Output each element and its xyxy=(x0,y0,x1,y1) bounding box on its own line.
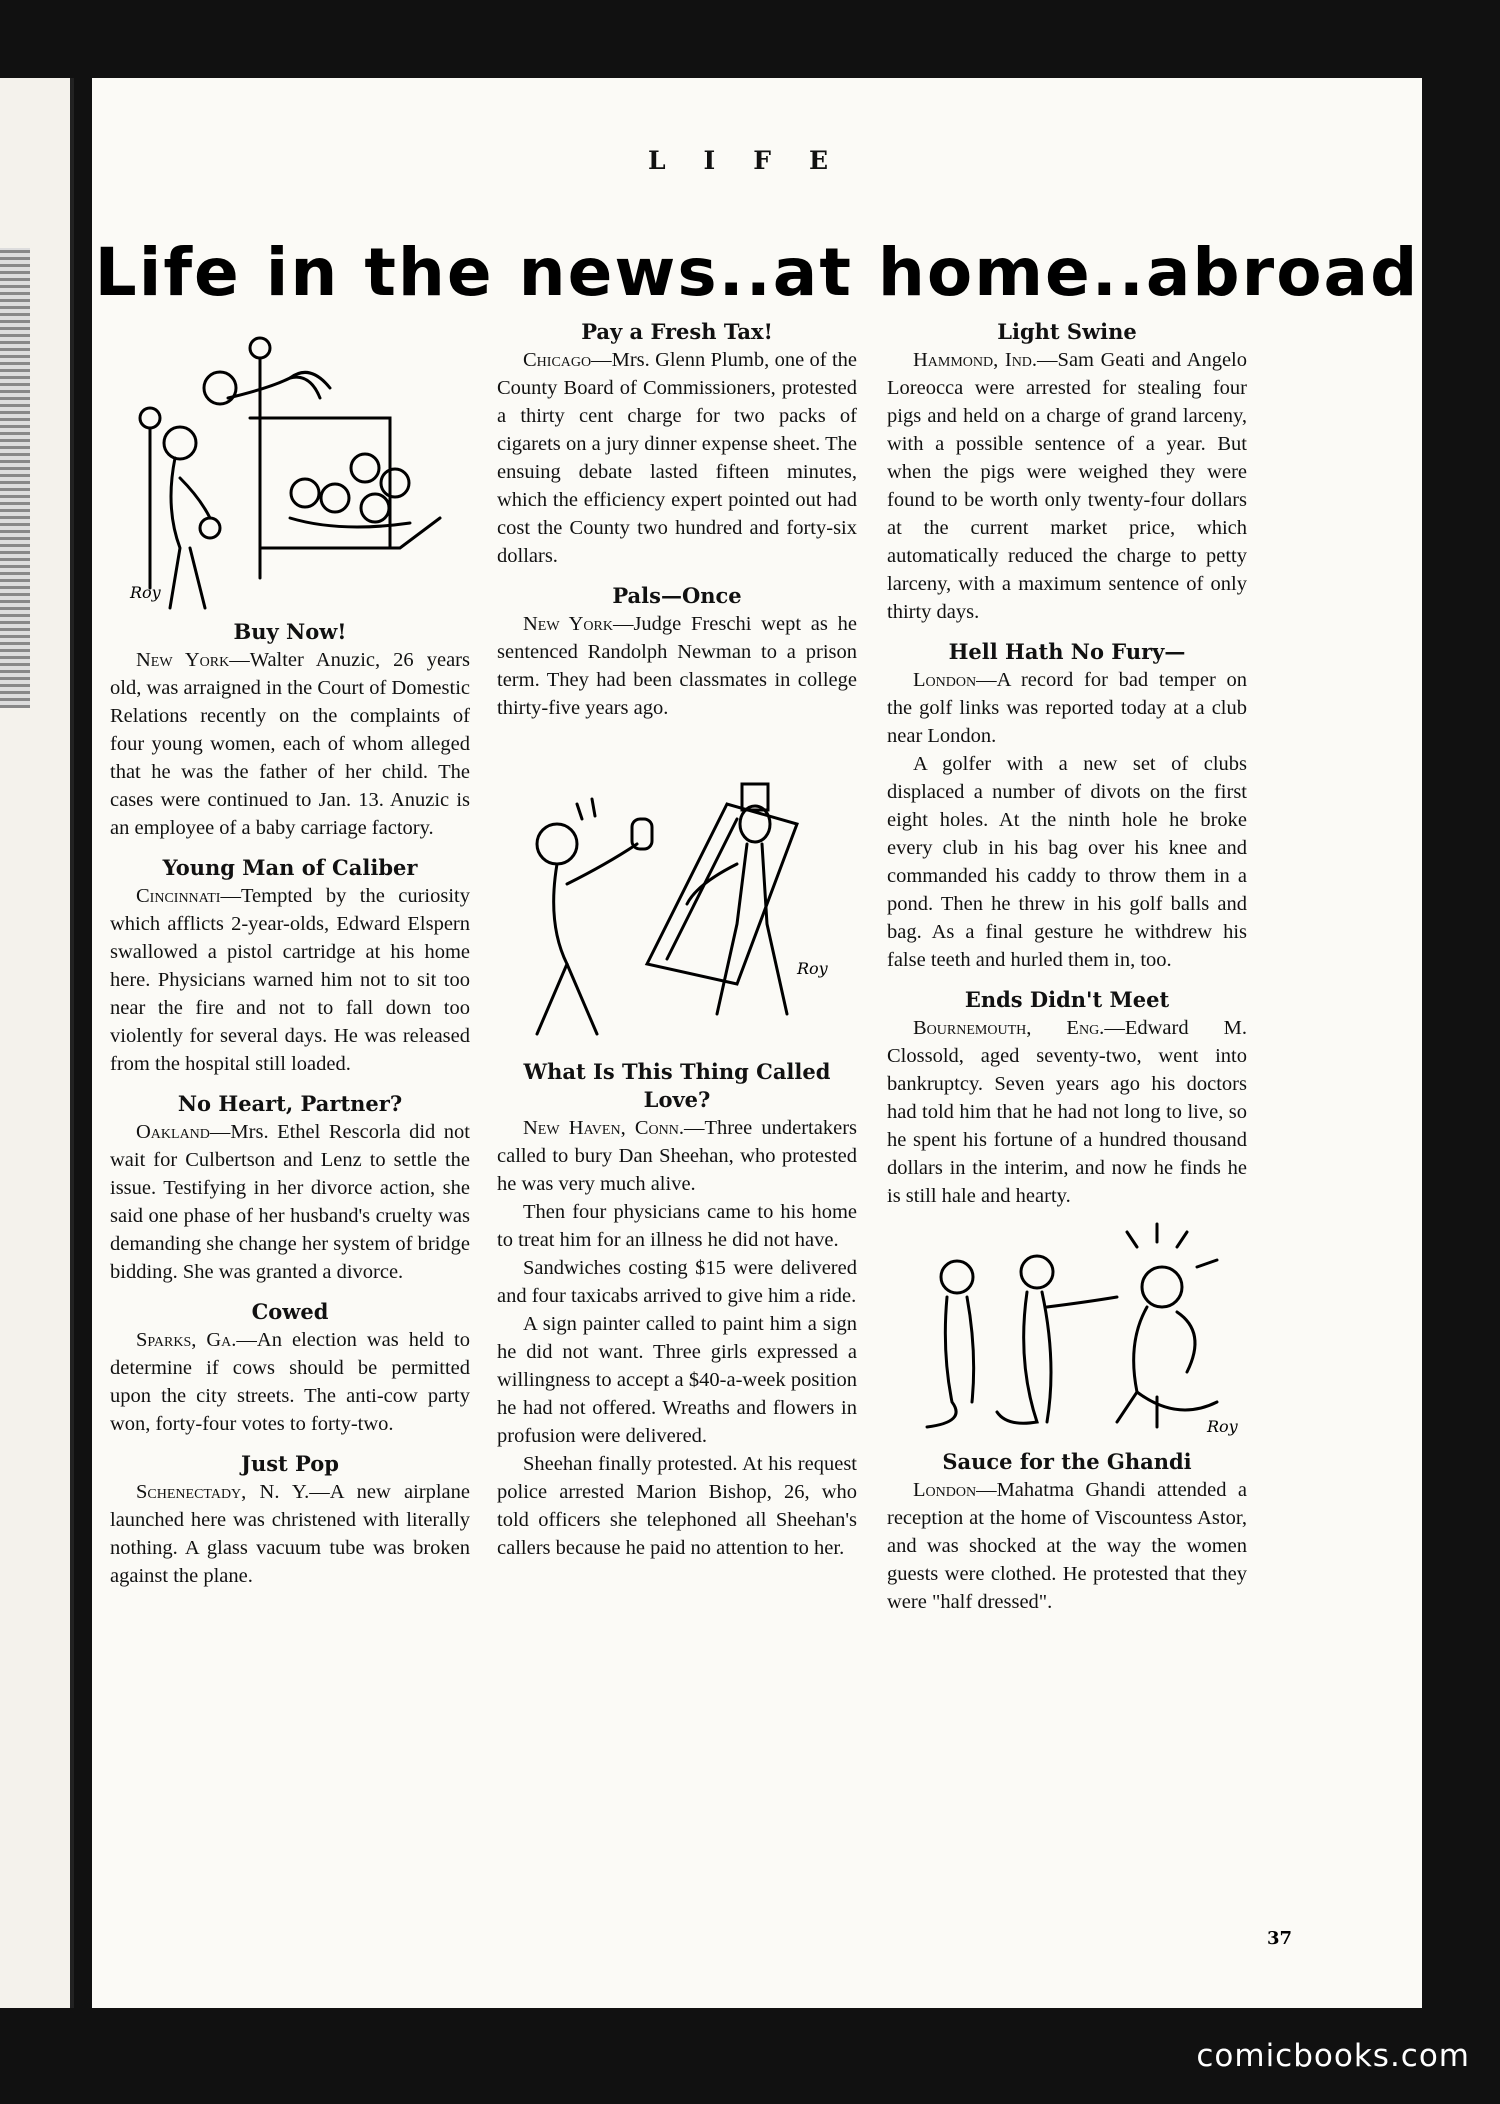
dateline: New York xyxy=(136,649,230,671)
dateline: New Haven, Conn. xyxy=(523,1117,684,1139)
column-3 xyxy=(887,318,1247,1628)
article-paragraph xyxy=(497,610,857,722)
article xyxy=(497,582,857,722)
article-paragraph xyxy=(110,1478,470,1590)
article xyxy=(110,1298,470,1438)
body-text: A sign painter called to paint him a sign he did not want. Three girls expressed a willingness to accept a $40-a-week position he had not offered. Wreaths and flowers in profusion were delivered. xyxy=(497,1313,857,1447)
article-headline: Pals—Once xyxy=(612,583,742,608)
dateline: Oakland xyxy=(136,1121,210,1143)
article-headline: Young Man of Caliber xyxy=(162,855,418,880)
column-2 xyxy=(497,318,857,1574)
body-text: —Three undertakers called to bury Dan Sheehan, who protested he was very much alive. xyxy=(497,1117,857,1195)
dateline: Cincinnati xyxy=(136,885,221,907)
article-paragraph xyxy=(497,1254,857,1310)
dateline: London xyxy=(913,1479,977,1501)
article-headline: Hell Hath No Fury— xyxy=(948,639,1186,664)
col3-articles-bottom xyxy=(887,1448,1247,1616)
body-text: Sandwiches costing $15 were delivered and four taxicabs arrived to give him a ride. xyxy=(497,1257,857,1307)
article xyxy=(887,638,1247,974)
article xyxy=(497,318,857,570)
courtroom-cartoon xyxy=(110,318,470,618)
article-headline: Light Swine xyxy=(997,319,1137,344)
body-text: —Tempted by the curiosity which afflicts 2-year-olds, Edward Elspern swallowed a pistol cartridge at his home here. Physicians warned him not to sit too near the fire and not to fall down too violently for several days. He was released from the hospital still loaded. xyxy=(110,885,470,1075)
article-paragraph xyxy=(110,882,470,1078)
body-text: —Mrs. Glenn Plumb, one of the County Board of Commissioners, protested a thirty cent charge for two packs of cigarets on a jury dinner expense sheet. The ensuing debate lasted fifteen minutes, which the efficiency expert pointed out had cost the County two hundred and forty-six dollars. xyxy=(497,349,857,567)
article-paragraph xyxy=(497,1114,857,1198)
article-paragraph xyxy=(887,666,1247,750)
svg-text:Roy: Roy xyxy=(1207,1417,1238,1436)
body-text: —Mrs. Ethel Rescorla did not wait for Culbertson and Lenz to settle the issue. Testifying in her divorce action, she said one phase of her husband's cruelty was demanding she change her system of bridge bidding. She was granted a divorce. xyxy=(110,1121,470,1283)
article xyxy=(110,1450,470,1590)
ghandi-cartoon xyxy=(887,1222,1247,1442)
article xyxy=(110,618,470,842)
article-paragraph xyxy=(110,1118,470,1286)
article xyxy=(887,318,1247,626)
article-paragraph xyxy=(887,1014,1247,1210)
magazine-page xyxy=(92,78,1422,2008)
body-text: —An election was held to determine if cows should be permitted upon the city streets. The anti-cow party won, forty-four votes to forty-two. xyxy=(110,1329,470,1435)
body-text: —A record for bad temper on the golf links was reported today at a club near London. xyxy=(887,669,1247,747)
article-paragraph xyxy=(497,1310,857,1450)
article xyxy=(887,1448,1247,1616)
svg-text:Roy: Roy xyxy=(797,959,828,978)
body-text: A golfer with a new set of clubs displaced a number of divots on the first eight holes. At the ninth hole he broke every club in his bag over his knee and commanded his caddy to throw them in a pond. Then he threw in his golf balls and bag. As a final gesture he withdrew his false teeth and hurled them in, too. xyxy=(887,753,1247,971)
body-text: —Mahatma Ghandi attended a reception at the home of Viscountess Astor, and was shocked at the way the women guests were clothed. He protested that they were "half dressed". xyxy=(887,1479,1247,1613)
col2-articles-bottom xyxy=(497,1058,857,1562)
article-paragraph xyxy=(110,646,470,842)
body-text: —Sam Geati and Angelo Loreocca were arrested for stealing four pigs and held on a charge of grand larceny, with a possible sentence of a year. But when the pigs were weighed they were found to be worth only twenty-four dollars at the current market price, which automatically reduced the charge to petty larceny, with a maximum sentence of only thirty days. xyxy=(887,349,1247,623)
col2-articles-top xyxy=(497,318,857,722)
col3-articles-top xyxy=(887,318,1247,1210)
article-headline: Ends Didn't Meet xyxy=(964,987,1170,1012)
body-text: —Judge Freschi wept as he sentenced Randolph Newman to a prison term. They had been classmates in college thirty-five years ago. xyxy=(497,613,857,719)
article-headline: What Is This Thing Called Love? xyxy=(523,1059,831,1112)
article xyxy=(110,854,470,1078)
article-paragraph xyxy=(110,1326,470,1438)
masthead: LIFE xyxy=(647,146,867,175)
article-headline: Buy Now! xyxy=(233,619,347,644)
body-text: —Edward M. Clossold, aged seventy-two, went into bankruptcy. Seven years ago his doctors had told him that he had not long to live, so he spent his fortune of a hundred thousand dollars in the interim, and now he finds he is still hale and hearty. xyxy=(887,1017,1248,1207)
dateline: Sparks, Ga. xyxy=(136,1329,237,1351)
dateline: New York xyxy=(523,613,613,635)
article-paragraph xyxy=(887,346,1247,626)
dateline: Hammond, Ind. xyxy=(913,349,1038,371)
article-paragraph xyxy=(497,346,857,570)
adjacent-page-illustration xyxy=(0,248,30,708)
body-text: Sheehan finally protested. At his request police arrested Marion Bishop, 26, who told officers she telephoned all Sheehan's callers because he paid no attention to her. xyxy=(497,1453,857,1559)
body-text: —Walter Anuzic, 26 years old, was arraigned in the Court of Domestic Relations recently on the complaints of four young women, each of whom alleged that he was the father of her child. The cases were continued to Jan. 13. Anuzic is an employee of a baby carriage factory. xyxy=(110,649,470,839)
article-paragraph xyxy=(887,1476,1247,1616)
article-headline: Cowed xyxy=(251,1299,329,1324)
body-text: —A new airplane launched here was christened with literally nothing. A glass vacuum tube was broken against the plane. xyxy=(110,1481,470,1587)
article-paragraph xyxy=(497,1198,857,1254)
column-1 xyxy=(110,318,470,1602)
body-text: Then four physicians came to his home to treat him for an illness he did not have. xyxy=(497,1201,857,1251)
page-headline: Life in the news..at home..abroad xyxy=(94,234,1420,311)
dateline: Bournemouth, Eng. xyxy=(913,1017,1105,1039)
dateline: Schenectady, N. Y. xyxy=(136,1481,310,1503)
undertaker-cartoon xyxy=(497,734,857,1044)
page-number: 37 xyxy=(1266,1928,1292,1949)
article-headline: No Heart, Partner? xyxy=(177,1091,403,1116)
article xyxy=(110,1090,470,1286)
article-paragraph xyxy=(887,750,1247,974)
article-headline: Just Pop xyxy=(241,1451,339,1476)
watermark: comicbooks.com xyxy=(1196,2038,1470,2074)
article xyxy=(887,986,1247,1210)
article xyxy=(497,1058,857,1562)
svg-text:Roy: Roy xyxy=(130,583,161,602)
dateline: London xyxy=(913,669,977,691)
article-headline: Pay a Fresh Tax! xyxy=(581,319,773,344)
article-headline: Sauce for the Ghandi xyxy=(942,1449,1192,1474)
dateline: Chicago xyxy=(523,349,592,371)
adjacent-page-edge xyxy=(0,78,74,2008)
col1-articles xyxy=(110,618,470,1590)
article-paragraph xyxy=(497,1450,857,1562)
